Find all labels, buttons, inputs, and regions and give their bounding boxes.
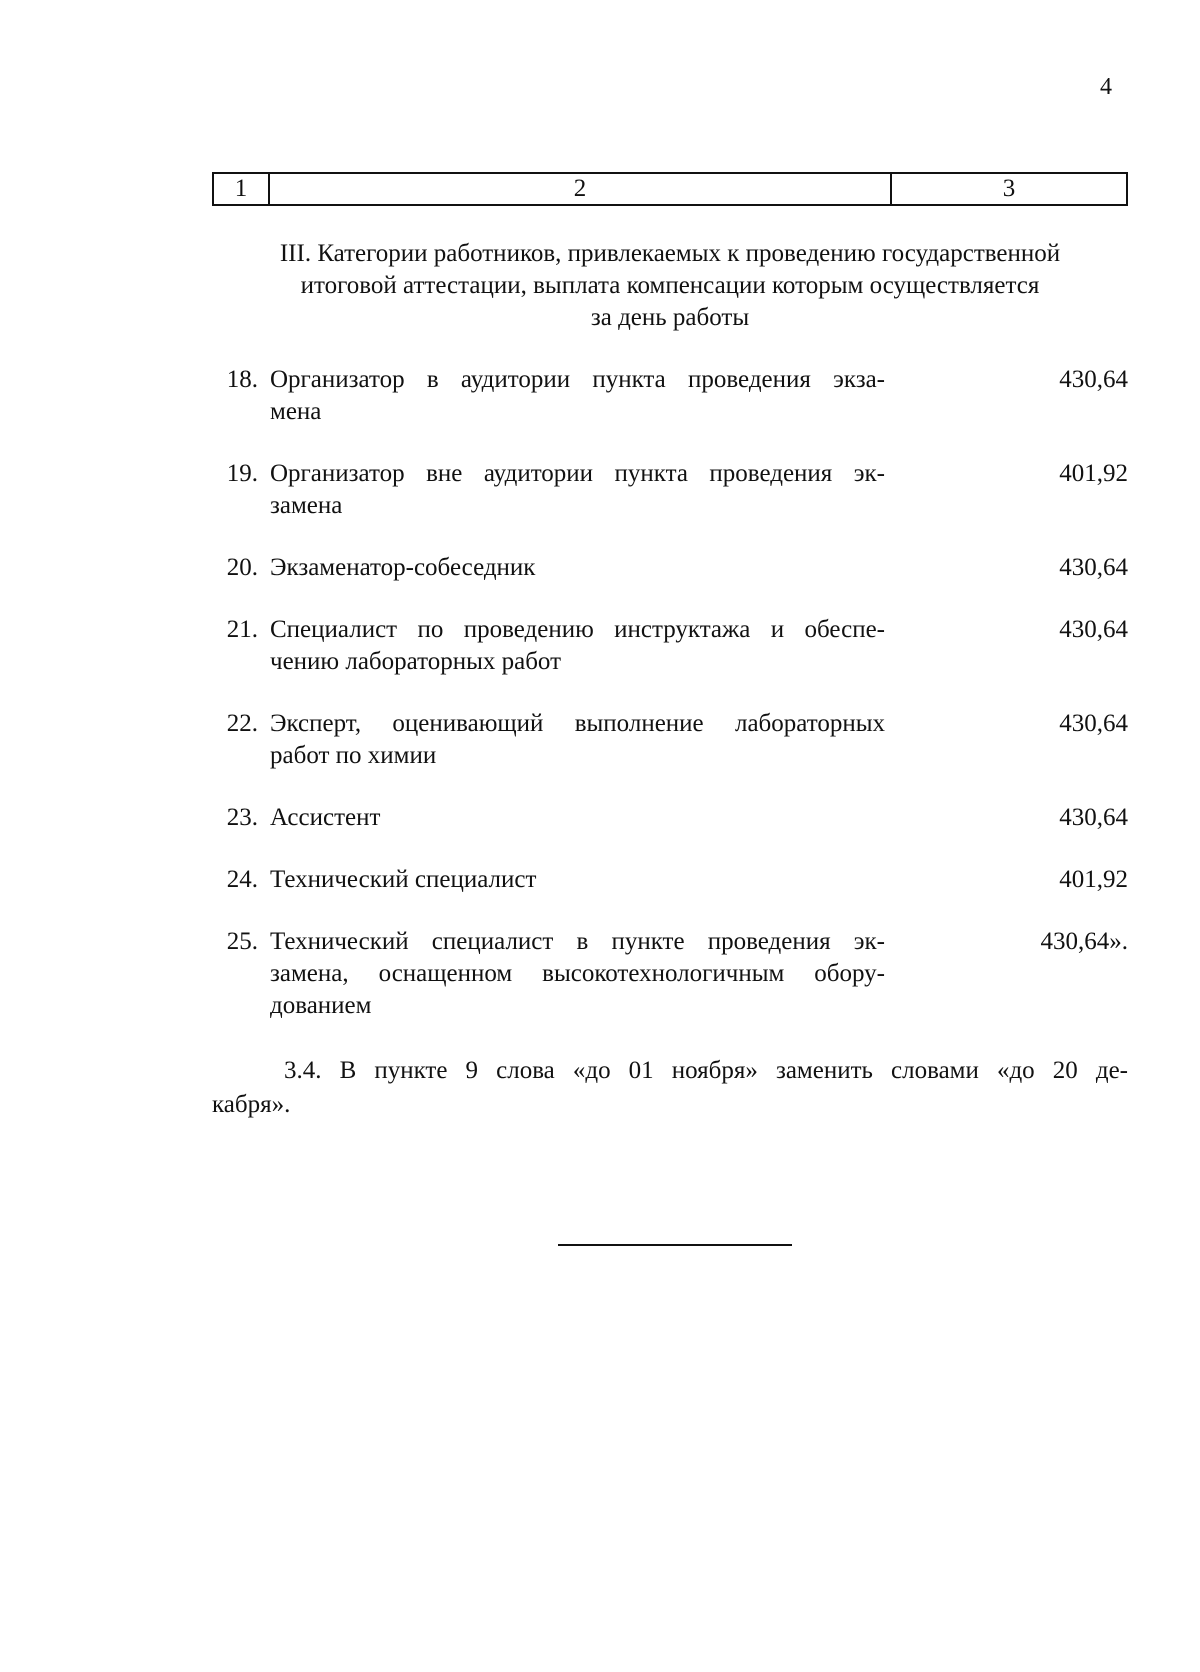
item-text [270,802,885,834]
column-number-2: 2 [270,174,892,204]
item-text-line: замена [270,492,343,519]
page-number: 4 [1100,74,1112,100]
item-text-line: дованием [270,992,372,1019]
section-title-line: за день работы [590,304,750,331]
item-text-line: Технический специалист в пункте проведения эк- [270,928,885,955]
item-amount: 430,64 [1059,554,1128,581]
item-text-line: Специалист по проведению инструктажа и обеспе- [270,616,885,643]
item-text-line: работ по химии [270,742,437,769]
category-list [212,364,1128,1052]
item-text-line: Организатор в аудитории пункта проведения экза- [270,366,885,393]
column-number-header [212,172,1128,206]
item-amount: 430,64 [1059,804,1128,831]
item-text-line: Ассистент [270,804,381,831]
item-amount: 401,92 [1059,460,1128,487]
item-text-line: Эксперт, оценивающий выполнение лабораторных [270,710,885,737]
item-text [270,552,885,584]
item-amount: 430,64 [1059,710,1128,737]
paragraph-line: 3.4. В пункте 9 слова «до 01 ноября» заменить словами «до 20 де- [284,1057,1128,1084]
list-item [212,364,1128,428]
item-amount: 430,64 [1059,616,1128,643]
item-text-line: чению лабораторных работ [270,648,562,675]
list-item [212,614,1128,678]
list-item [212,708,1128,772]
item-text [270,926,885,1022]
item-text-line: Экзаменатор-собеседник [270,554,536,581]
item-text-line: Организатор вне аудитории пункта проведения эк- [270,460,885,487]
column-number-1: 1 [214,174,270,204]
end-rule [558,1244,792,1246]
item-text [270,458,885,522]
item-number: 19. [226,460,258,487]
item-number: 23. [226,804,258,831]
paragraph-line: кабря». [212,1091,291,1118]
item-text [270,364,885,428]
item-number: 18. [226,366,258,393]
column-number-3: 3 [1002,175,1016,202]
amendment-paragraph [212,1054,1128,1122]
item-text-line: мена [270,398,322,425]
section-title-line: III. Категории работников, привлекаемых к проведению государственной [279,240,1061,267]
item-text [270,864,885,896]
item-text [270,708,885,772]
item-number: 20. [226,554,258,581]
list-item [212,926,1128,1022]
section-title-line: итоговой аттестации, выплата компенсации которым осуществляется [300,272,1040,299]
item-number: 21. [226,616,258,643]
item-text-line: замена, оснащенном высокотехнологичным обору- [270,960,885,987]
list-item [212,552,1128,584]
item-amount: 401,92 [1059,866,1128,893]
list-item [212,458,1128,522]
item-number: 25. [226,928,258,955]
section-title [212,238,1128,334]
item-amount: 430,64». [1040,928,1128,955]
item-text [270,614,885,678]
list-item [212,864,1128,896]
item-amount: 430,64 [1059,366,1128,393]
list-item [212,802,1128,834]
item-number: 22. [226,710,258,737]
item-number: 24. [226,866,258,893]
item-text-line: Технический специалист [270,866,537,893]
